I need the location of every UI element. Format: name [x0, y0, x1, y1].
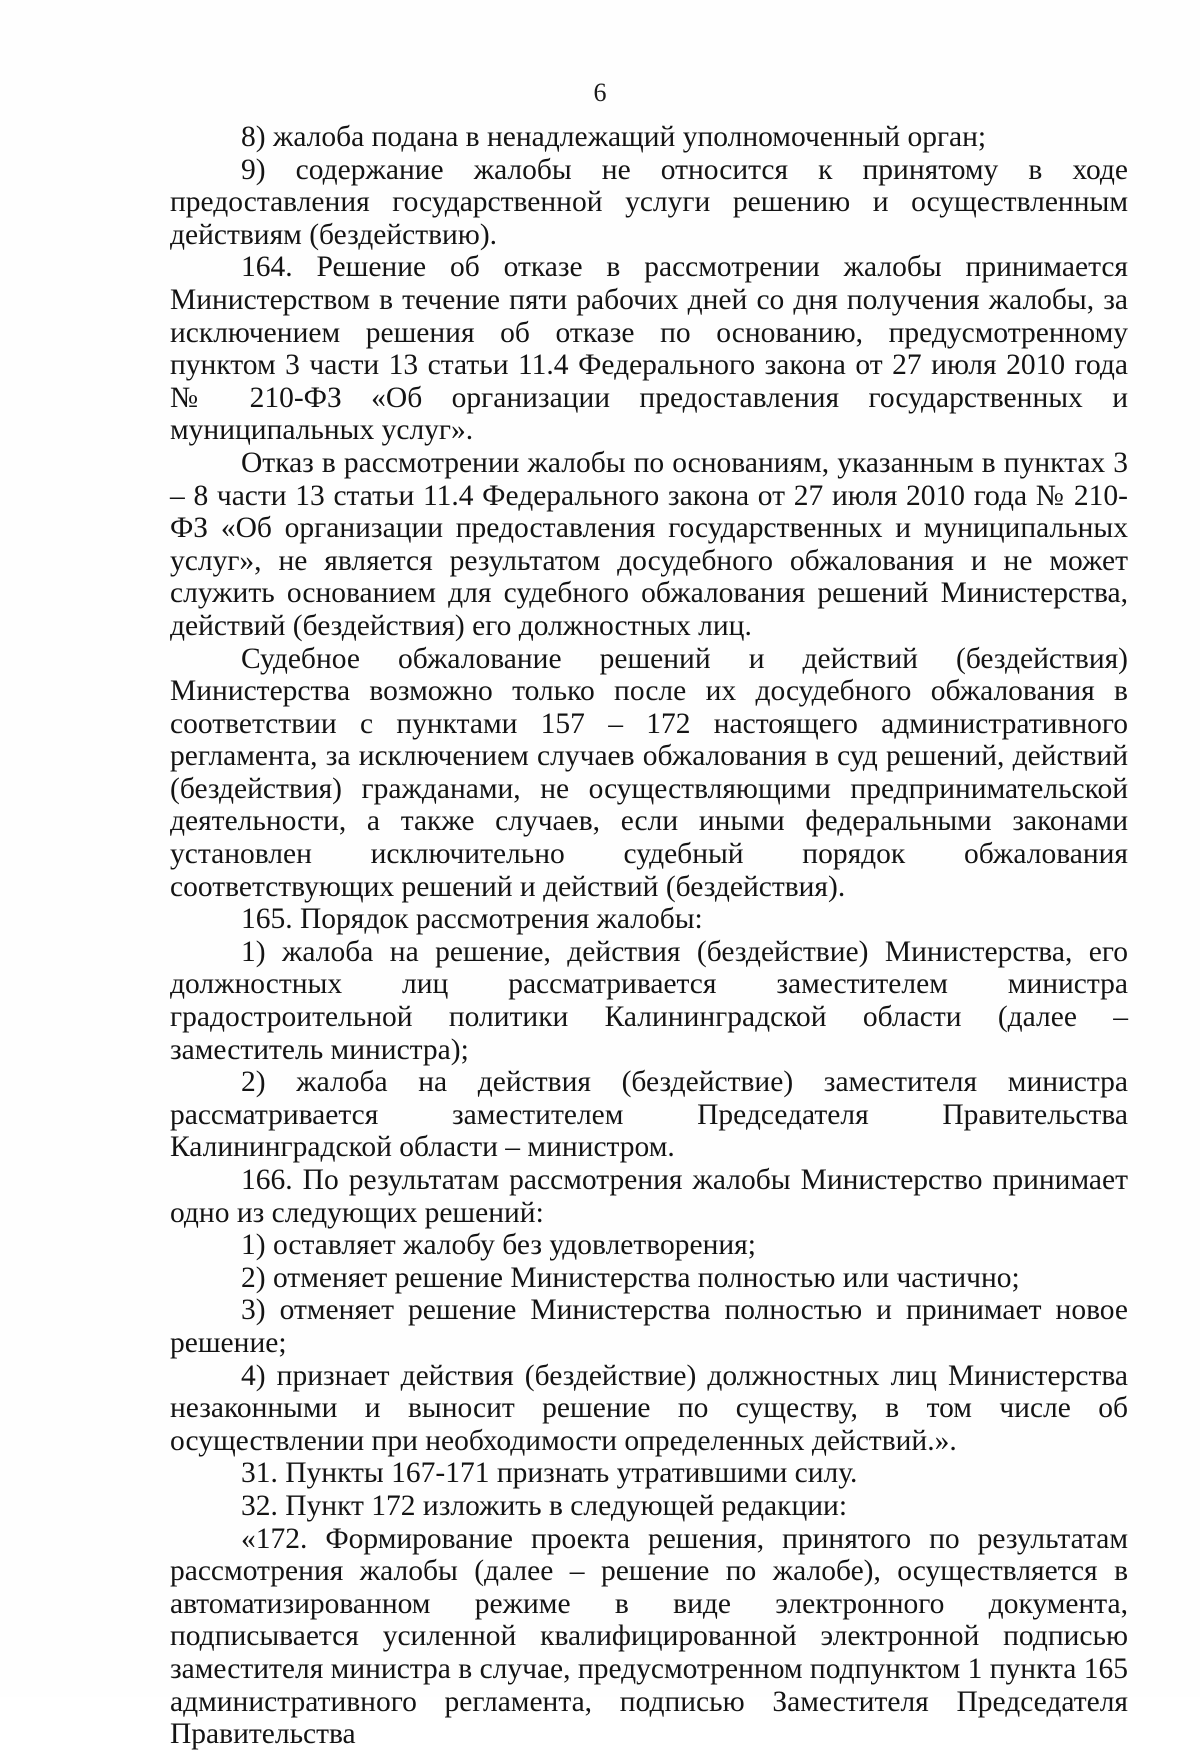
- document-body: [170, 121, 1128, 1751]
- paragraph-refusal-grounds: Отказ в рассмотрении жалобы по основаниям, указанным в пунктах 3 – 8 части 13 статьи 11.4 Федерального закона от 27 июля 2010 года № 210-ФЗ «Об организации предоставления государственных и муниципальных услуг», не является результатом досудебного обжалования и не может служить основанием для судебного обжалования решений Министерства, действий (бездействия) его должностных лиц.: [170, 446, 1128, 642]
- paragraph-165-item-1: 1) жалоба на решение, действия (бездействие) Министерства, его должностных лиц рассматривается заместителем министра градостроительной политики Калининградской области (далее – заместитель министра);: [170, 935, 1128, 1066]
- paragraph-172: «172. Формирование проекта решения, принятого по результатам рассмотрения жалобы (далее – решение по жалобе), осуществляется в автоматизированном режиме в виде электронного документа, подписывается усиленной квалифицированной электронной подписью заместителя министра в случае, предусмотренном подпунктом 1 пункта 165 административного регламента, подписью Заместителя Председателя Правительства: [170, 1522, 1128, 1751]
- paragraph-31: 31. Пункты 167-171 признать утратившими силу.: [241, 1457, 858, 1490]
- paragraph-166-item-4: 4) признает действия (бездействие) должностных лиц Министерства незаконными и выносит решение по существу, в том числе об осуществлении при необходимости определенных действий.».: [170, 1359, 1128, 1457]
- paragraph-item-8: 8) жалоба подана в ненадлежащий уполномоченный орган;: [241, 121, 987, 153]
- paragraph-166-item-1: 1) оставляет жалобу без удовлетворения;: [241, 1229, 756, 1262]
- paragraph-item-9: 9) содержание жалобы не относится к принятому в ходе предоставления государственной услуги решению и осуществленным действиям (бездействию).: [170, 153, 1128, 251]
- paragraph-166-item-2: 2) отменяет решение Министерства полностью или частично;: [241, 1261, 1020, 1294]
- paragraph-32: 32. Пункт 172 изложить в следующей редакции:: [241, 1489, 848, 1522]
- paragraph-judicial-appeal: Судебное обжалование решений и действий (бездействия) Министерства возможно только после их досудебного обжалования в соответствии с пунктами 157 – 172 настоящего административного регламента, за исключением случаев обжалования в суд решений, действий (бездействия) гражданами, не осуществляющими предпринимательской деятельности, а также случаев, если иными федеральными законами установлен исключительно судебный порядок обжалования соответствующих решений и действий (бездействия).: [170, 642, 1128, 903]
- paragraph-165: 165. Порядок рассмотрения жалобы:: [241, 903, 703, 936]
- paragraph-165-item-2: 2) жалоба на действия (бездействие) заместителя министра рассматривается заместителем Председателя Правительства Калининградской области – министром.: [170, 1066, 1128, 1164]
- paragraph-166: 166. По результатам рассмотрения жалобы Министерство принимает одно из следующих решений:: [170, 1164, 1128, 1229]
- paragraph-166-item-3: 3) отменяет решение Министерства полностью и принимает новое решение;: [170, 1294, 1128, 1359]
- page-number: 6: [593, 78, 607, 107]
- paragraph-164: 164. Решение об отказе в рассмотрении жалобы принимается Министерством в течение пяти рабочих дней со дня получения жалобы, за исключением решения об отказе по основанию, предусмотренному пунктом 3 части 13 статьи 11.4 Федерального закона от 27 июля 2010 года № 210-ФЗ «Об организации предоставления государственных и муниципальных услуг».: [170, 251, 1128, 447]
